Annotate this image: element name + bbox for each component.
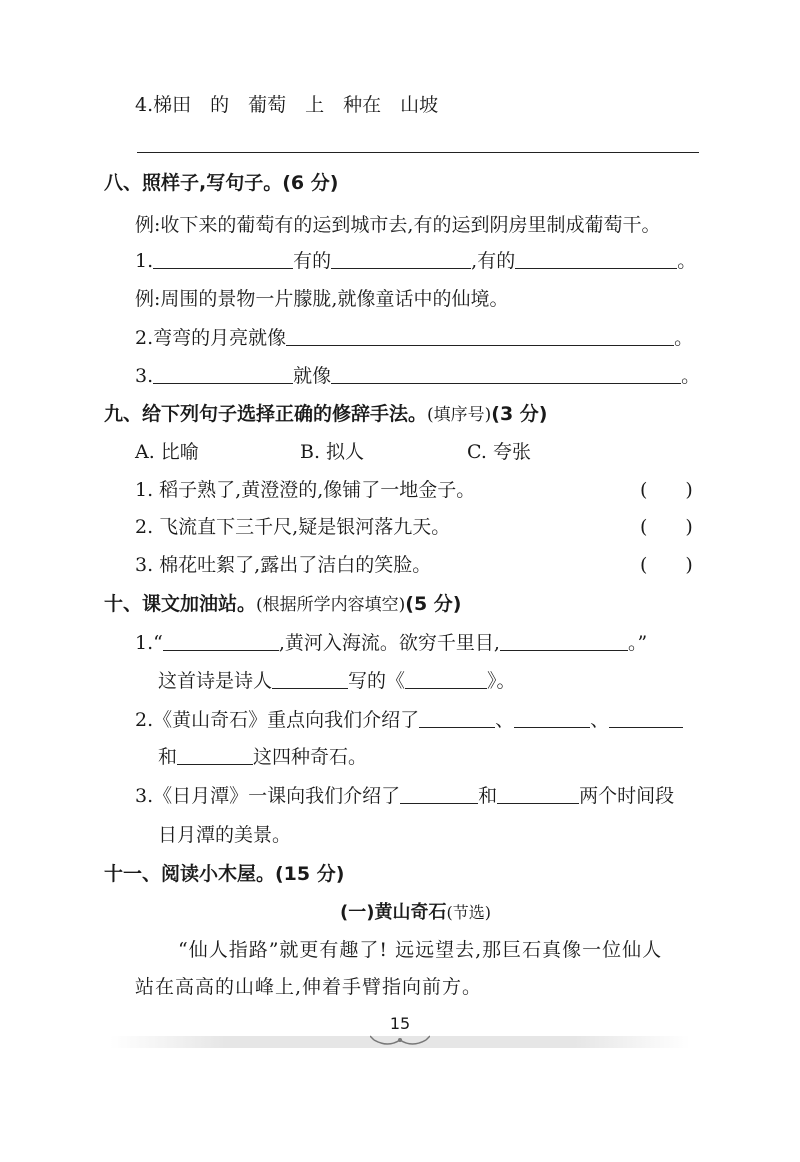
q10-item-3-blank-b[interactable] bbox=[497, 785, 579, 804]
q10-item-2-sep-2: 、 bbox=[590, 709, 610, 731]
q10-item-1-text: ,黄河入海流。欲穷千里目, bbox=[278, 632, 500, 654]
q9-item-3: 3. 棉花吐絮了,露出了洁白的笑脸。 bbox=[135, 554, 432, 576]
q10-item-2-sep-1: 、 bbox=[495, 709, 515, 731]
q8-item-1-blank-a[interactable] bbox=[153, 250, 293, 269]
q8-item-1-end: 。 bbox=[677, 250, 697, 272]
q10-item-1 bbox=[135, 628, 647, 655]
q11-passage-title-note: (节选) bbox=[446, 903, 491, 922]
q10-item-1-poet-blank[interactable] bbox=[272, 670, 348, 689]
q10-heading-note: (根据所学内容填空) bbox=[256, 595, 406, 615]
q9-item-3-answer-box[interactable]: ( ) bbox=[640, 554, 693, 576]
q10-item-2-and: 和 bbox=[158, 746, 178, 768]
q10-heading bbox=[104, 589, 461, 616]
q11-passage-title-main: (一)黄山奇石 bbox=[340, 902, 447, 923]
q7-answer-line[interactable] bbox=[137, 152, 699, 153]
q9-item-2-answer-box[interactable]: ( ) bbox=[640, 516, 693, 538]
q11-passage-line-2: 站在高高的山峰上,伸着手臂指向前方。 bbox=[135, 976, 483, 998]
q9-option-b: B. 拟人 bbox=[300, 441, 365, 463]
q10-item-2-tail: 这四种奇石。 bbox=[253, 746, 368, 768]
q9-heading-main: 九、给下列句子选择正确的修辞手法。 bbox=[104, 403, 428, 425]
q10-heading-score: (5 分) bbox=[405, 593, 462, 615]
q8-item-2-prefix: 2.弯弯的月亮就像 bbox=[135, 327, 287, 349]
q8-item-3 bbox=[135, 361, 700, 388]
page-number: 15 bbox=[389, 1014, 411, 1033]
q10-item-3 bbox=[135, 781, 674, 808]
q10-item-2 bbox=[135, 705, 683, 732]
q9-option-a: A. 比喻 bbox=[135, 441, 199, 463]
q9-heading bbox=[104, 399, 547, 426]
q10-item-1-title-blank[interactable] bbox=[405, 670, 487, 689]
q10-item-3-blank-a[interactable] bbox=[400, 785, 478, 804]
q8-item-3-text: 就像 bbox=[293, 365, 332, 387]
q10-heading-main: 十、课文加油站。 bbox=[104, 593, 257, 615]
q10-item-3-and: 和 bbox=[478, 785, 498, 807]
q8-item-2-end: 。 bbox=[674, 327, 694, 349]
footer-ornament-icon bbox=[370, 1030, 430, 1050]
q10-item-1-open: 1.“ bbox=[135, 632, 163, 654]
q10-item-1-poet-label: 这首诗是诗人 bbox=[158, 670, 273, 692]
q10-item-1-line-2 bbox=[158, 666, 516, 693]
q8-item-3-end: 。 bbox=[681, 365, 701, 387]
q9-heading-score: (3 分) bbox=[491, 403, 548, 425]
q8-item-2-blank[interactable] bbox=[286, 327, 674, 346]
q7-item-4: 4.梯田 的 葡萄 上 种在 山坡 bbox=[135, 94, 439, 116]
q9-heading-note: (填序号) bbox=[427, 405, 492, 425]
q10-item-2-line-2 bbox=[158, 742, 367, 769]
q8-item-1-text-a: 有的 bbox=[293, 250, 332, 272]
q10-item-1-blank-b[interactable] bbox=[500, 632, 628, 651]
q8-item-3-number: 3. bbox=[135, 365, 154, 387]
q10-item-1-close: 》。 bbox=[487, 670, 516, 692]
q8-item-1-text-b: ,有的 bbox=[471, 250, 516, 272]
q10-item-2-blank-d[interactable] bbox=[177, 746, 253, 765]
q9-item-2: 2. 飞流直下三千尺,疑是银河落九天。 bbox=[135, 516, 451, 538]
q8-item-3-blank-b[interactable] bbox=[331, 365, 681, 384]
q8-item-1-blank-b[interactable] bbox=[331, 250, 471, 269]
q11-passage-title bbox=[340, 898, 491, 924]
q10-item-3-line-2: 日月潭的美景。 bbox=[158, 824, 292, 846]
q9-item-1: 1. 稻子熟了,黄澄澄的,像铺了一地金子。 bbox=[135, 479, 476, 501]
q8-item-2 bbox=[135, 323, 693, 350]
q9-option-c: C. 夸张 bbox=[467, 441, 531, 463]
q10-item-2-blank-a[interactable] bbox=[419, 709, 495, 728]
q11-passage-line-1: “仙人指路”就更有趣了! 远远望去,那巨石真像一位仙人 bbox=[178, 939, 663, 961]
q8-item-1 bbox=[135, 246, 696, 273]
q8-example-1: 例:收下来的葡萄有的运到城市去,有的运到阴房里制成葡萄干。 bbox=[135, 214, 661, 236]
q9-item-1-answer-box[interactable]: ( ) bbox=[640, 479, 693, 501]
q8-heading: 八、照样子,写句子。(6 分) bbox=[104, 172, 339, 194]
q11-heading: 十一、阅读小木屋。(15 分) bbox=[104, 863, 345, 885]
q10-item-2-blank-c[interactable] bbox=[609, 709, 683, 728]
q8-item-3-blank-a[interactable] bbox=[153, 365, 293, 384]
q10-item-3-text: 3.《日月潭》一课向我们介绍了 bbox=[135, 785, 401, 807]
q10-item-1-blank-a[interactable] bbox=[163, 632, 279, 651]
q10-item-1-end: 。” bbox=[627, 632, 648, 654]
q10-item-2-blank-b[interactable] bbox=[514, 709, 590, 728]
q8-example-2: 例:周围的景物一片朦胧,就像童话中的仙境。 bbox=[135, 288, 509, 310]
q10-item-3-tail: 两个时间段 bbox=[579, 785, 675, 807]
q8-item-1-number: 1. bbox=[135, 250, 154, 272]
q10-item-1-wrote: 写的《 bbox=[348, 670, 406, 692]
q8-item-1-blank-c[interactable] bbox=[515, 250, 677, 269]
q10-item-2-text: 2.《黄山奇石》重点向我们介绍了 bbox=[135, 709, 420, 731]
